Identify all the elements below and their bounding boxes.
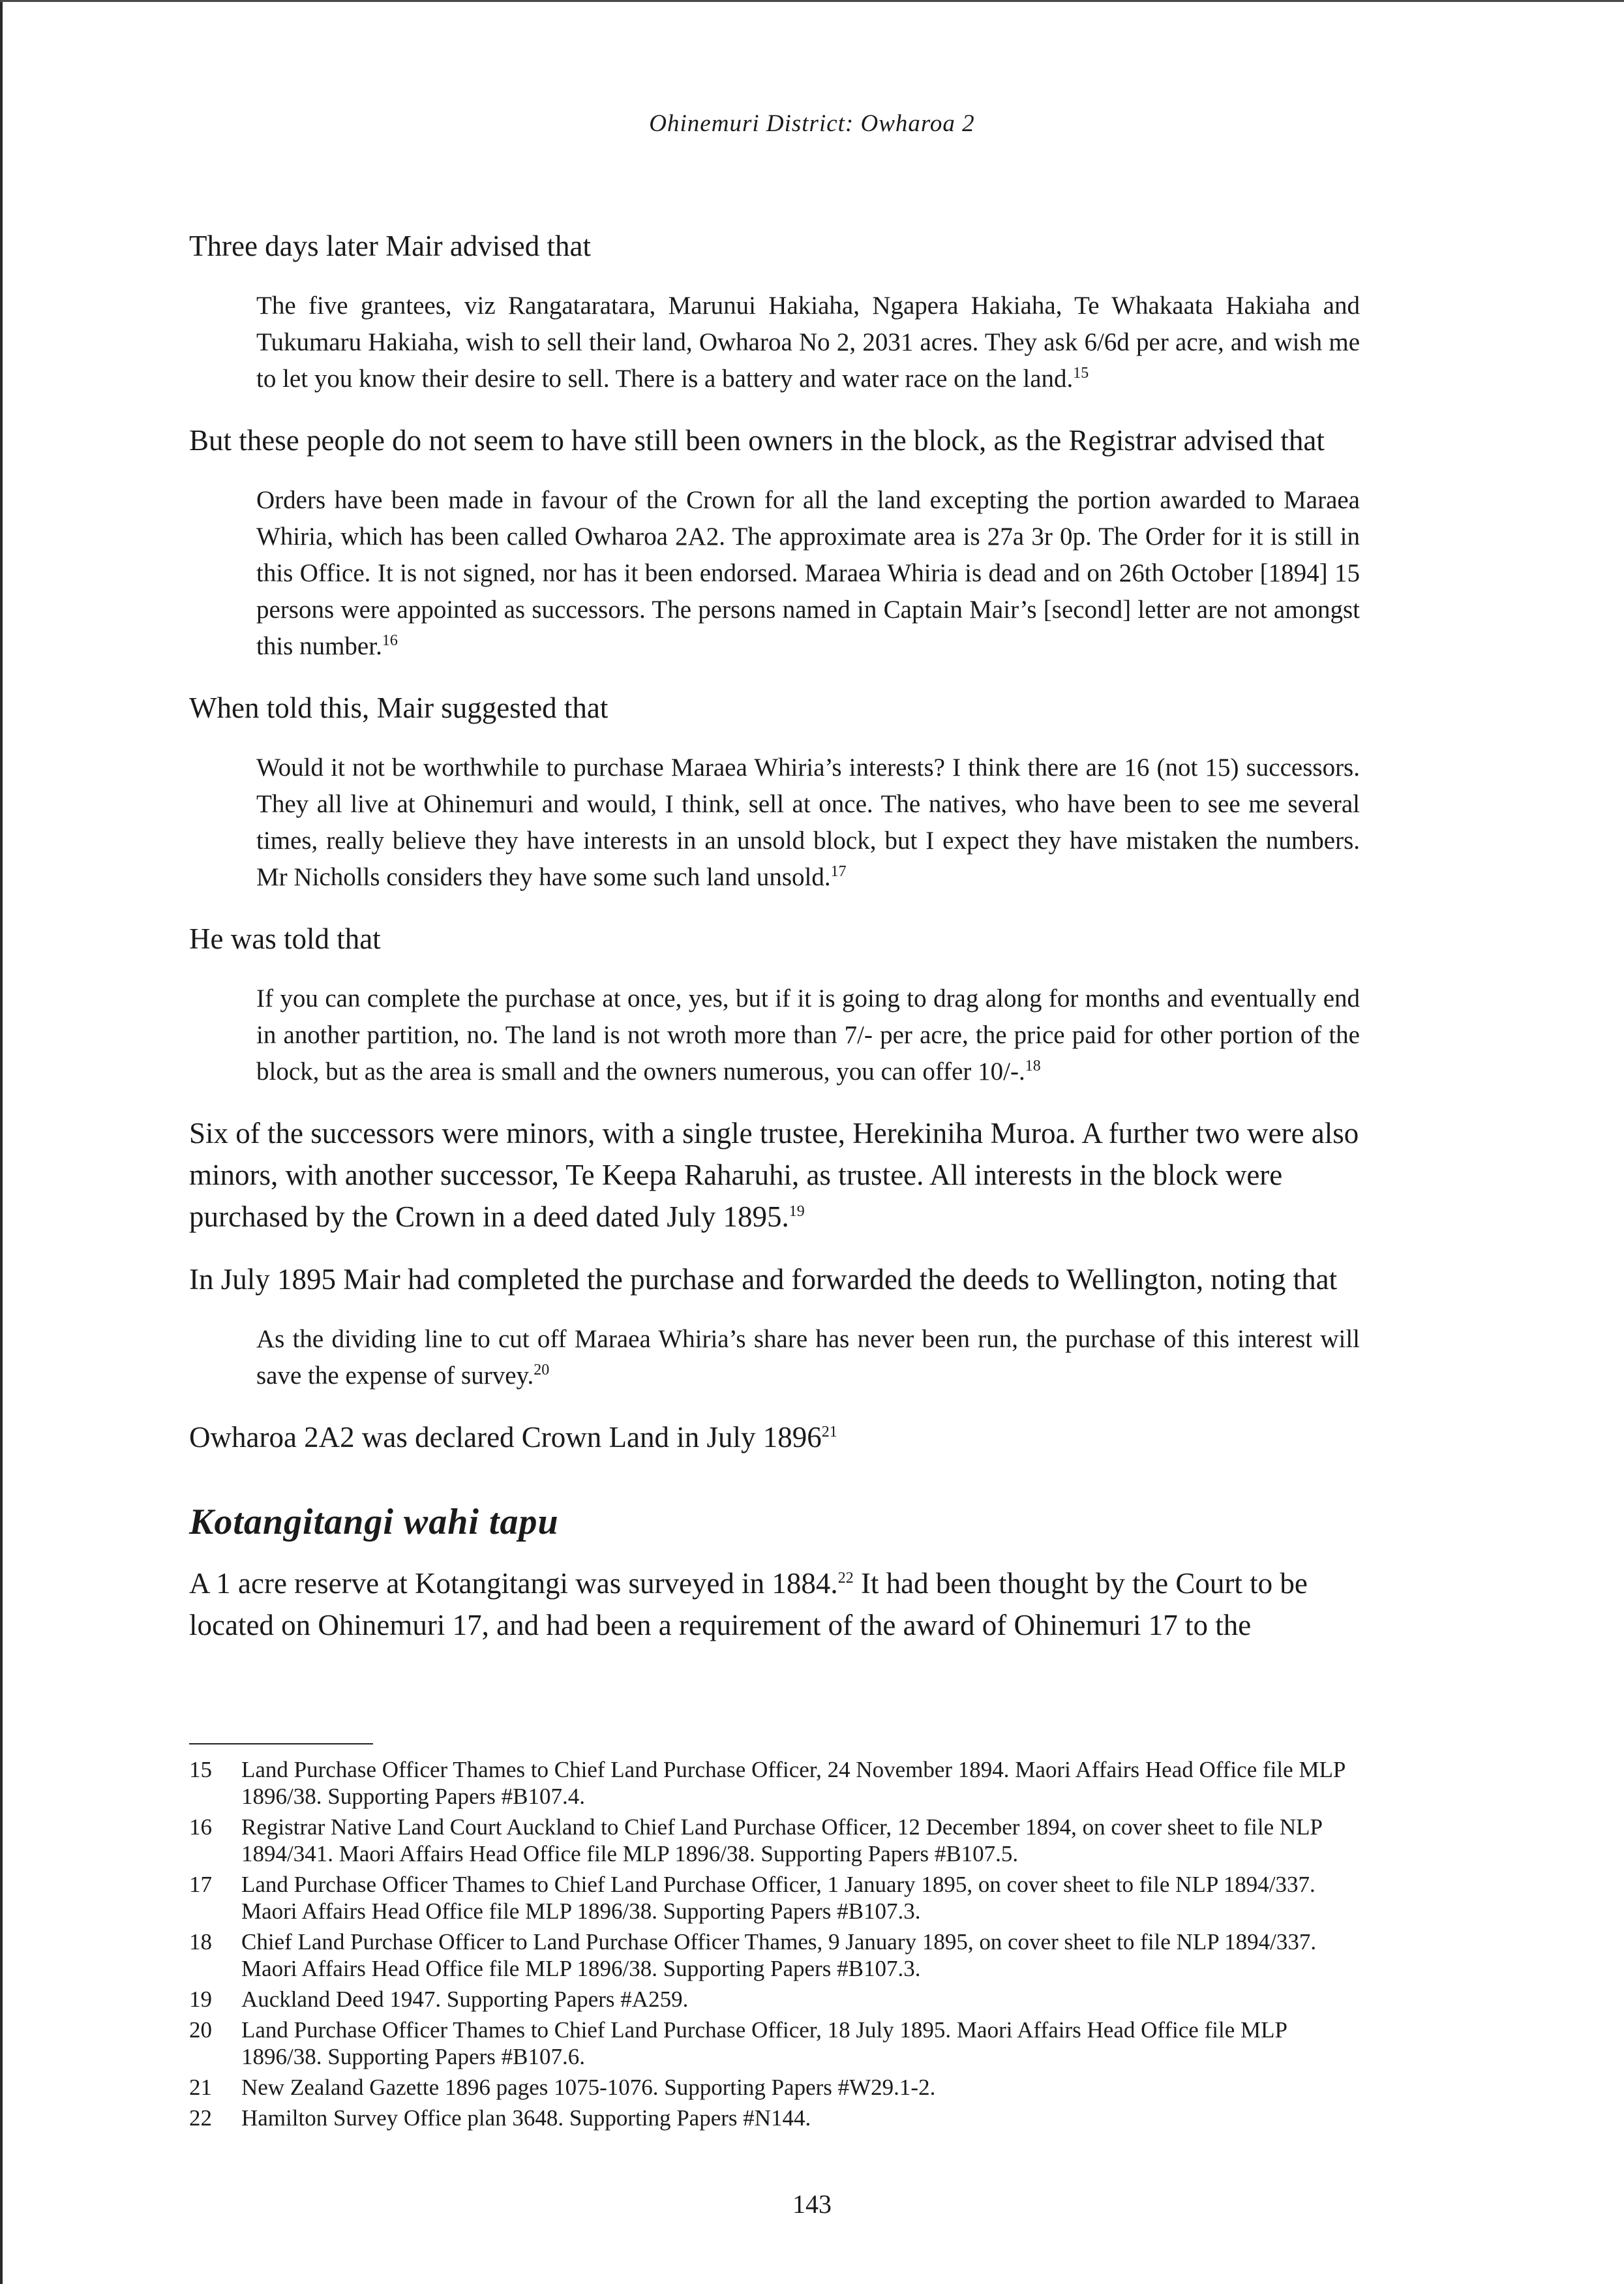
- footnote-ref: 18: [1025, 1058, 1041, 1074]
- footnote-item: [189, 2074, 1360, 2101]
- footnote-number: 21: [189, 2075, 212, 2100]
- footnote-text: Hamilton Survey Office plan 3648. Supporting Papers #N144.: [241, 2105, 811, 2131]
- footnote-number: 18: [189, 1929, 212, 1955]
- block-quote-5: As the dividing line to cut off Maraea Whiria’s share has never been run, the purchase of this interest will save the expense of survey.$^{20}$: [256, 1325, 1360, 1390]
- footnote-ref: 22: [837, 1570, 854, 1587]
- page-edge-left: [0, 0, 3, 2284]
- block-quote-1: The five grantees, viz Rangataratara, Marunui Hakiaha, Ngapera Hakiaha, Te Whakaata Hakiaha and Tukumaru Hakiaha, wish to sell their land, Owharoa No 2, 2031 acres. They ask 6/6d per acre, and wish me to let you know their desire to sell. There is a battery and water race on the land.$^{15}$: [256, 292, 1360, 393]
- page-number: 143: [792, 2189, 832, 2219]
- footnote-text: New Zealand Gazette 1896 pages 1075-1076. Supporting Papers #W29.1-2.: [241, 2075, 936, 2100]
- paragraph-1: Three days later Mair advised that: [189, 230, 592, 262]
- footnote-item: [189, 1986, 1360, 2013]
- footnote-item: [189, 2105, 1360, 2131]
- footnote-ref: 19: [789, 1203, 805, 1220]
- block-quote-4: If you can complete the purchase at once, yes, but if it is going to drag along for months and eventually end in another partition, no. The land is not wroth more than 7/- per acre, the price paid for other portion of the block, but as the area is small and the owners numerous, you can offer 10/-.$^{18}$: [256, 984, 1360, 1086]
- footnote-item: [189, 1871, 1360, 1925]
- footnote-text: Chief Land Purchase Officer to Land Purchase Officer Thames, 9 January 1895, on cover sheet to file NLP 1894/337. Maori Affairs Head Office file MLP 1896/38. Supporting Papers #B107.3.: [241, 1929, 1317, 1981]
- main-content: [189, 225, 1360, 1667]
- paragraph-4: He was told that: [189, 922, 381, 955]
- block-quote-3: Would it not be worthwhile to purchase Maraea Whiria’s interests? I think there are 16 (not 15) successors. They all live at Ohinemuri and would, I think, sell at once. The natives, who have been to see me several times, really believe they have interests in an unsold block, but I expect they have mistaken the numbers. Mr Nicholls considers they have some such land unsold.$^{17}$: [256, 754, 1360, 891]
- footnote-ref: 17: [830, 863, 847, 880]
- footnote-text: Land Purchase Officer Thames to Chief Land Purchase Officer, 24 November 1894. Maori Affairs Head Office file MLP 1896/38. Supporting Papers #B107.4.: [241, 1757, 1346, 1809]
- footnote-ref: 21: [821, 1424, 837, 1440]
- footnotes: [189, 1756, 1360, 2135]
- footnote-number: 15: [189, 1757, 212, 1782]
- page-edge-top: [0, 0, 1624, 2]
- footnote-ref: 16: [382, 632, 398, 649]
- paragraph-6: In July 1895 Mair had completed the purchase and forwarded the deeds to Wellington, noting that: [189, 1263, 1338, 1296]
- footnote-number: 20: [189, 2017, 212, 2043]
- footnote-text: Land Purchase Officer Thames to Chief Land Purchase Officer, 1 January 1895, on cover sheet to file NLP 1894/337. Maori Affairs Head Office file MLP 1896/38. Supporting Papers #B107.3.: [241, 1872, 1316, 1924]
- footnote-item: [189, 1814, 1360, 1867]
- footnote-rule: [189, 1743, 373, 1744]
- paragraph-5: Six of the successors were minors, with a single trustee, Herekiniha Muroa. A further two were also minors, with another successor, Te Keepa Raharuhi, as trustee. All interests in the block were purchased by the Crown in a deed dated July 1895.19: [189, 1117, 1359, 1233]
- footnote-text: Auckland Deed 1947. Supporting Papers #A259.: [241, 1987, 689, 2012]
- footnote-item: [189, 1756, 1360, 1810]
- footnote-number: 19: [189, 1987, 212, 2012]
- footnote-text: Land Purchase Officer Thames to Chief Land Purchase Officer, 18 July 1895. Maori Affairs Head Office file MLP 1896/38. Supporting Papers #B107.6.: [241, 2017, 1287, 2069]
- paragraph-3: When told this, Mair suggested that: [189, 692, 609, 724]
- paragraph-8: A 1 acre reserve at Kotangitangi was surveyed in 1884.22 It had been thought by the Court to be located on Ohinemuri 17, and had been a requirement of the award of Ohinemuri 17 to the: [189, 1567, 1308, 1641]
- section-heading: Kotangitangi wahi tapu: [189, 1502, 559, 1542]
- paragraph-7: Owharoa 2A2 was declared Crown Land in July 1896$^{21}$: [189, 1421, 837, 1454]
- paragraph-2: But these people do not seem to have still been owners in the block, as the Registrar advised that: [189, 424, 1325, 457]
- block-quote-2: Orders have been made in favour of the Crown for all the land excepting the portion awarded to Maraea Whiria, which has been called Owharoa 2A2. The approximate area is 27a 3r 0p. The Order for it is still in this Office. It is not signed, nor has it been endorsed. Maraea Whiria is dead and on 26th October [1894] 15 persons were appointed as successors. The persons named in Captain Mair’s [second] letter are not amongst this number.$^{16}$: [256, 486, 1360, 660]
- footnote-item: [189, 1928, 1360, 1982]
- footnote-number: 22: [189, 2105, 212, 2131]
- footnote-number: 16: [189, 1814, 212, 1840]
- footnote-text: Registrar Native Land Court Auckland to Chief Land Purchase Officer, 12 December 1894, on cover sheet to file NLP 1894/341. Maori Affairs Head Office file MLP 1896/38. Supporting Papers #B107.5.: [241, 1814, 1322, 1866]
- running-head: Ohinemuri District: Owharoa 2: [649, 110, 975, 137]
- footnote-ref: 20: [534, 1362, 550, 1378]
- footnote-ref: 15: [1073, 365, 1089, 382]
- footnote-number: 17: [189, 1872, 212, 1897]
- footnote-item: [189, 2017, 1360, 2070]
